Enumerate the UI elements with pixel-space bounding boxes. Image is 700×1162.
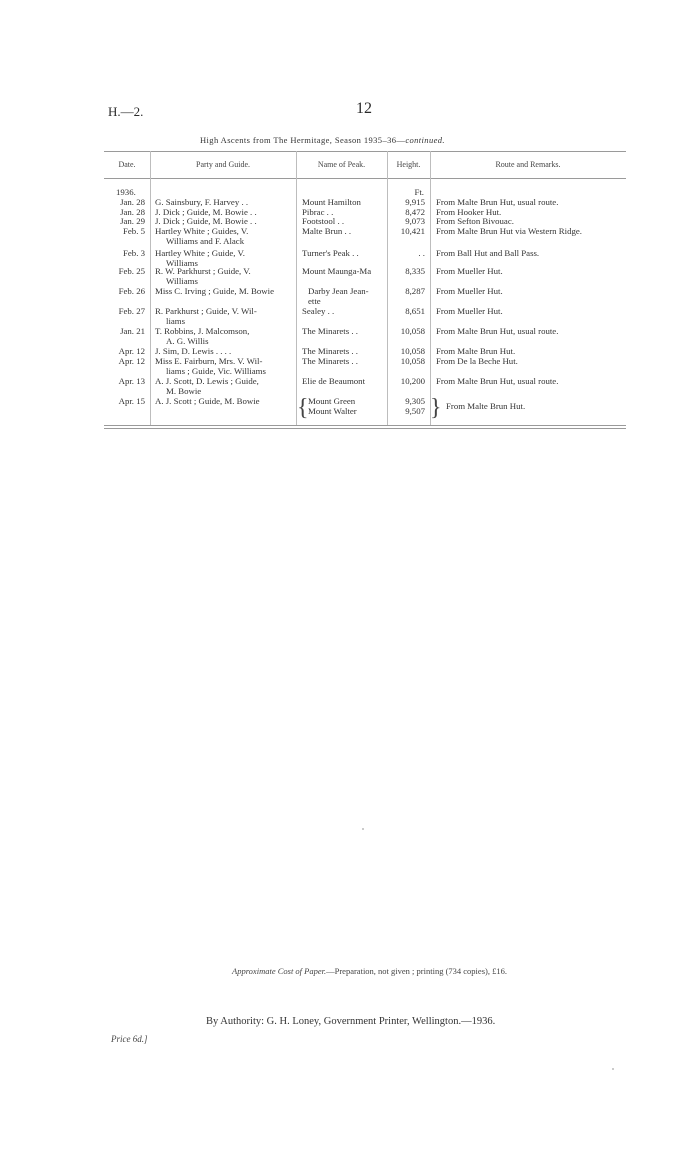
column-header-party: Party and Guide. (196, 160, 250, 169)
row-peak: ette (308, 295, 321, 306)
paper-speck (362, 828, 364, 830)
row-route: From Malte Brun Hut, usual route. (436, 197, 559, 207)
column-header-peak: Name of Peak. (317, 160, 366, 169)
row-party: Hartley White ; Guide, V. (155, 248, 245, 258)
right-brace-mark: } (430, 395, 442, 421)
row-date: Feb. 25 (118, 266, 145, 276)
column-header-height: Height. (396, 160, 421, 169)
row-date: Apr. 12 (118, 356, 145, 366)
column-header-route: Route and Remarks. (495, 160, 561, 169)
row-party: Miss C. Irving ; Guide, M. Bowie (155, 286, 275, 296)
row-height: 10,058 (400, 356, 425, 366)
row-height: 10,058 (400, 346, 425, 356)
row-party: M. Bowie (166, 385, 202, 396)
row-height: 8,335 (405, 266, 425, 276)
column-divider (430, 151, 431, 425)
row-date: Jan. 28 (120, 207, 145, 217)
column-divider (296, 151, 297, 425)
row-peak: Darby Jean Jean- (308, 286, 369, 296)
row-party: J. Dick ; Guide, M. Bowie . . (155, 207, 257, 217)
row-party: A. J. Scott, D. Lewis ; Guide, (155, 376, 259, 386)
row-route: From Malte Brun Hut via Western Ridge. (436, 226, 582, 236)
row-height: 9,507 (405, 405, 425, 416)
row-route: From Malte Brun Hut, usual route. (436, 376, 559, 386)
table-top-rule (104, 151, 626, 152)
row-peak: Elie de Beaumont (302, 376, 366, 386)
row-route: From Mueller Hut. (436, 286, 503, 296)
row-route: From Mueller Hut. (436, 266, 503, 276)
table-title-text: High Ascents from The Hermitage, Season 1935–36— (200, 135, 406, 145)
row-height: 10,200 (400, 376, 425, 386)
column-divider (150, 151, 151, 425)
table-bottom-rule-double (104, 428, 626, 429)
row-party: liams ; Guide, Vic. Williams (166, 365, 266, 376)
row-peak: Mount Walter (308, 405, 357, 416)
row-height: 8,651 (405, 306, 425, 316)
row-date: Apr. 15 (118, 396, 145, 406)
row-date: Apr. 13 (118, 376, 145, 386)
cost-label: Approximate Cost of Paper. (232, 966, 327, 976)
cost-text: —Preparation, not given ; printing (734 copies), £16. (326, 966, 507, 976)
column-header-date: Date. (118, 160, 136, 169)
left-brace-mark: { (297, 395, 309, 421)
row-height: 9,305 (405, 396, 425, 406)
row-party: T. Robbins, J. Malcomson, (155, 326, 250, 336)
row-date: Feb. 26 (118, 286, 145, 296)
row-height: 8,472 (405, 207, 425, 217)
table-title-suffix: continued. (405, 135, 445, 145)
row-route: From Mueller Hut. (436, 306, 503, 316)
table-header-rule (104, 178, 626, 179)
row-party: A. G. Willis (166, 335, 209, 346)
row-party: R. W. Parkhurst ; Guide, V. (155, 266, 251, 276)
row-height: 8,287 (405, 286, 425, 296)
row-party: Hartley White ; Guides, V. (155, 226, 249, 236)
table-bottom-rule (104, 425, 626, 426)
row-date: Feb. 5 (123, 226, 145, 236)
cost-note (232, 966, 507, 976)
year-label: 1936. (116, 187, 136, 197)
row-party: liams (166, 315, 186, 326)
row-party: Miss E. Fairburn, Mrs. V. Wil- (155, 356, 263, 366)
row-peak: Turner's Peak . . (302, 248, 359, 258)
row-peak: Pibrac . . (302, 207, 334, 217)
row-route: From Hooker Hut. (436, 207, 502, 217)
price-label: Price 6d.] (111, 1034, 148, 1044)
row-date: Jan. 28 (120, 197, 145, 207)
row-date: Jan. 29 (120, 216, 145, 226)
row-party: A. J. Scott ; Guide, M. Bowie (155, 396, 260, 406)
row-height: 9,915 (405, 197, 425, 207)
row-route: From Malte Brun Hut, usual route. (436, 326, 559, 336)
row-height: . . (418, 248, 425, 258)
row-party: Williams (166, 275, 198, 286)
table-title (200, 135, 445, 145)
row-peak: Mount Maunga-Ma (302, 266, 372, 276)
row-party: R. Parkhurst ; Guide, V. Wil- (155, 306, 257, 316)
row-party: J. Dick ; Guide, M. Bowie . . (155, 216, 257, 226)
row-height: 10,421 (400, 226, 425, 236)
row-date: Apr. 12 (118, 346, 145, 356)
row-party: J. Sim, D. Lewis . . . . (155, 346, 232, 356)
row-route: From Ball Hut and Ball Pass. (436, 248, 540, 258)
authority-line: By Authority: G. H. Loney, Government Printer, Wellington.—1936. (206, 1016, 496, 1027)
row-height: 9,073 (405, 216, 425, 226)
height-unit: Ft. (414, 187, 424, 197)
row-party: Williams (166, 257, 198, 268)
paper-speck (612, 1068, 614, 1070)
row-date: Feb. 27 (118, 306, 145, 316)
row-party: G. Sainsbury, F. Harvey . . (155, 197, 249, 207)
row-height: 10,058 (400, 326, 425, 336)
row-peak: The Minarets . . (302, 346, 358, 356)
row-peak: Malte Brun . . (302, 226, 352, 236)
row-peak: The Minarets . . (302, 326, 358, 336)
document-reference: H.—2. (108, 104, 144, 119)
row-party: Williams and F. Alack (166, 235, 245, 246)
row-peak: Mount Green (308, 396, 356, 406)
row-peak: The Minarets . . (302, 356, 358, 366)
row-route: From De la Beche Hut. (436, 356, 518, 366)
row-route: From Malte Brun Hut. (446, 400, 526, 411)
row-date: Feb. 3 (123, 248, 145, 258)
row-route: From Malte Brun Hut. (436, 346, 516, 356)
row-peak: Footstool . . (302, 216, 345, 226)
page-number: 12 (356, 100, 372, 117)
row-route: From Sefton Bivouac. (436, 216, 514, 226)
row-date: Jan. 21 (120, 326, 145, 336)
row-peak: Sealey . . (302, 306, 335, 316)
row-peak: Mount Hamilton (302, 197, 361, 207)
